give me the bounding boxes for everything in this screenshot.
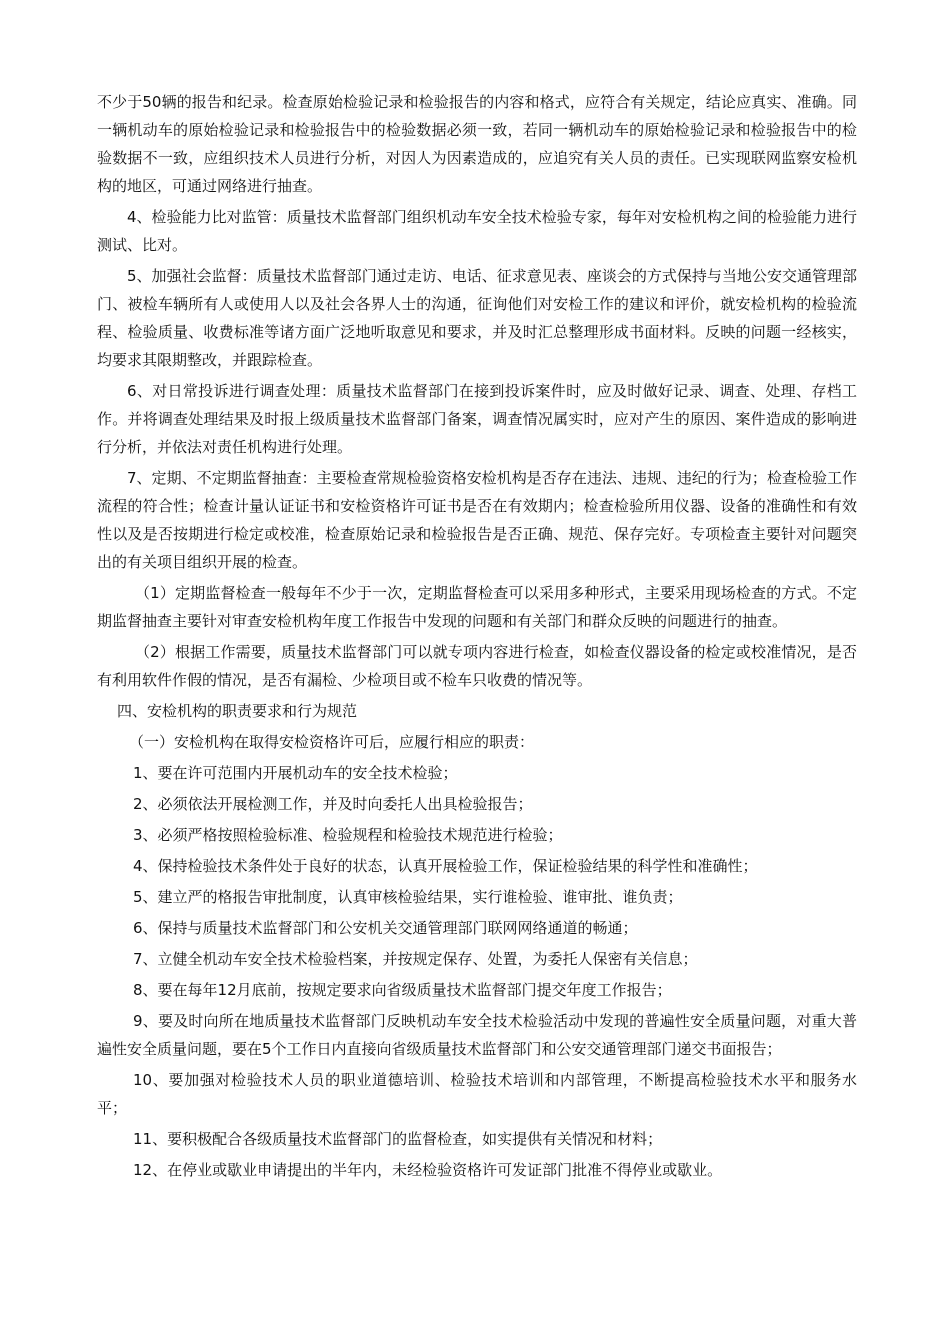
paragraph-item-7: 7、定期、不定期监督抽查：主要检查常规检验资格安检机构是否存在违法、违规、违纪的行为；检查检验工作流程的符合性；检查计量认证证书和安检资格许可证书是否在有效期内；检查检验所用仪器、设备的准确性和有效性以及是否按期进行检定或校准，检查原始记录和检验报告是否正确、规范、保存完好。专项检查主要针对问题突出的有关项目组织开展的检查。 (97, 469, 857, 571)
duty-item: 12、在停业或歇业申请提出的半年内，未经检验资格许可发证部门批准不得停业或歇业。 (133, 1161, 723, 1179)
duty-item: 10、要加强对检验技术人员的职业道德培训、检验技术培训和内部管理，不断提高检验技术水平和服务水平； (97, 1071, 857, 1117)
duty-item: 8、要在每年12月底前，按规定要求向省级质量技术监督部门提交年度工作报告； (133, 981, 672, 999)
duty-item: 7、立健全机动车安全技术检验档案，并按规定保存、处置，为委托人保密有关信息； (133, 950, 698, 968)
duty-item: 3、必须严格按照检验标准、检验规程和检验技术规范进行检验； (133, 826, 563, 844)
subsection-heading: （一）安检机构在取得安检资格许可后，应履行相应的职责： (129, 733, 535, 751)
duty-item: 5、建立严的格报告审批制度，认真审核检验结果，实行谁检验、谁审批、谁负责； (133, 888, 683, 906)
paragraph-item-4: 4、检验能力比对监管：质量技术监督部门组织机动车安全技术检验专家，每年对安检机构之间的检验能力进行测试、比对。 (97, 208, 857, 254)
paragraph-subitem-2: （2）根据工作需要，质量技术监督部门可以就专项内容进行检查，如检查仪器设备的检定或校准情况，是否有利用软件作假的情况，是否有漏检、少检项目或不检车只收费的情况等。 (97, 643, 857, 689)
section-heading: 四、安检机构的职责要求和行为规范 (117, 702, 358, 720)
duty-item: 9、要及时向所在地质量技术监督部门反映机动车安全技术检验活动中发现的普遍性安全质量问题，对重大普遍性安全质量问题，要在5个工作日内直接向省级质量技术监督部门和公安交通管理部门递交书面报告； (97, 1012, 857, 1058)
duty-item: 1、要在许可范围内开展机动车的安全技术检验； (133, 764, 458, 782)
duty-item: 2、必须依法开展检测工作，并及时向委托人出具检验报告； (133, 795, 533, 813)
paragraph-item-5: 5、加强社会监督：质量技术监督部门通过走访、电话、征求意见表、座谈会的方式保持与当地公安交通管理部门、被检车辆所有人或使用人以及社会各界人士的沟通，征询他们对安检工作的建议和评价，就安检机构的检验流程、检验质量、收费标准等诸方面广泛地听取意见和要求，并及时汇总整理形成书面材料。反映的问题一经核实，均要求其限期整改，并跟踪检查。 (97, 267, 857, 369)
duty-item: 11、要积极配合各级质量技术监督部门的监督检查，如实提供有关情况和材料； (133, 1130, 663, 1148)
duty-item: 4、保持检验技术条件处于良好的状态，认真开展检验工作，保证检验结果的科学性和准确性； (133, 857, 758, 875)
paragraph-subitem-1: （1）定期监督检查一般每年不少于一次，定期监督检查可以采用多种形式，主要采用现场检查的方式。不定期监督抽查主要针对审查安检机构年度工作报告中发现的问题和有关部门和群众反映的问题进行的抽查。 (97, 584, 857, 630)
paragraph-continued: 不少于50辆的报告和纪录。检查原始检验记录和检验报告的内容和格式，应符合有关规定，结论应真实、准确。同一辆机动车的原始检验记录和检验报告中的检验数据必须一致，若同一辆机动车的原始检验记录和检验报告中的检验数据不一致，应组织技术人员进行分析，对因人为因素造成的，应追究有关人员的责任。已实现联网监察安检机构的地区，可通过网络进行抽查。 (97, 93, 857, 195)
document-page (97, 88, 857, 1187)
paragraph-item-6: 6、对日常投诉进行调查处理：质量技术监督部门在接到投诉案件时，应及时做好记录、调查、处理、存档工作。并将调查处理结果及时报上级质量技术监督部门备案，调查情况属实时，应对产生的原因、案件造成的影响进行分析，并依法对责任机构进行处理。 (97, 382, 857, 456)
duty-item: 6、保持与质量技术监督部门和公安机关交通管理部门联网网络通道的畅通； (133, 919, 638, 937)
